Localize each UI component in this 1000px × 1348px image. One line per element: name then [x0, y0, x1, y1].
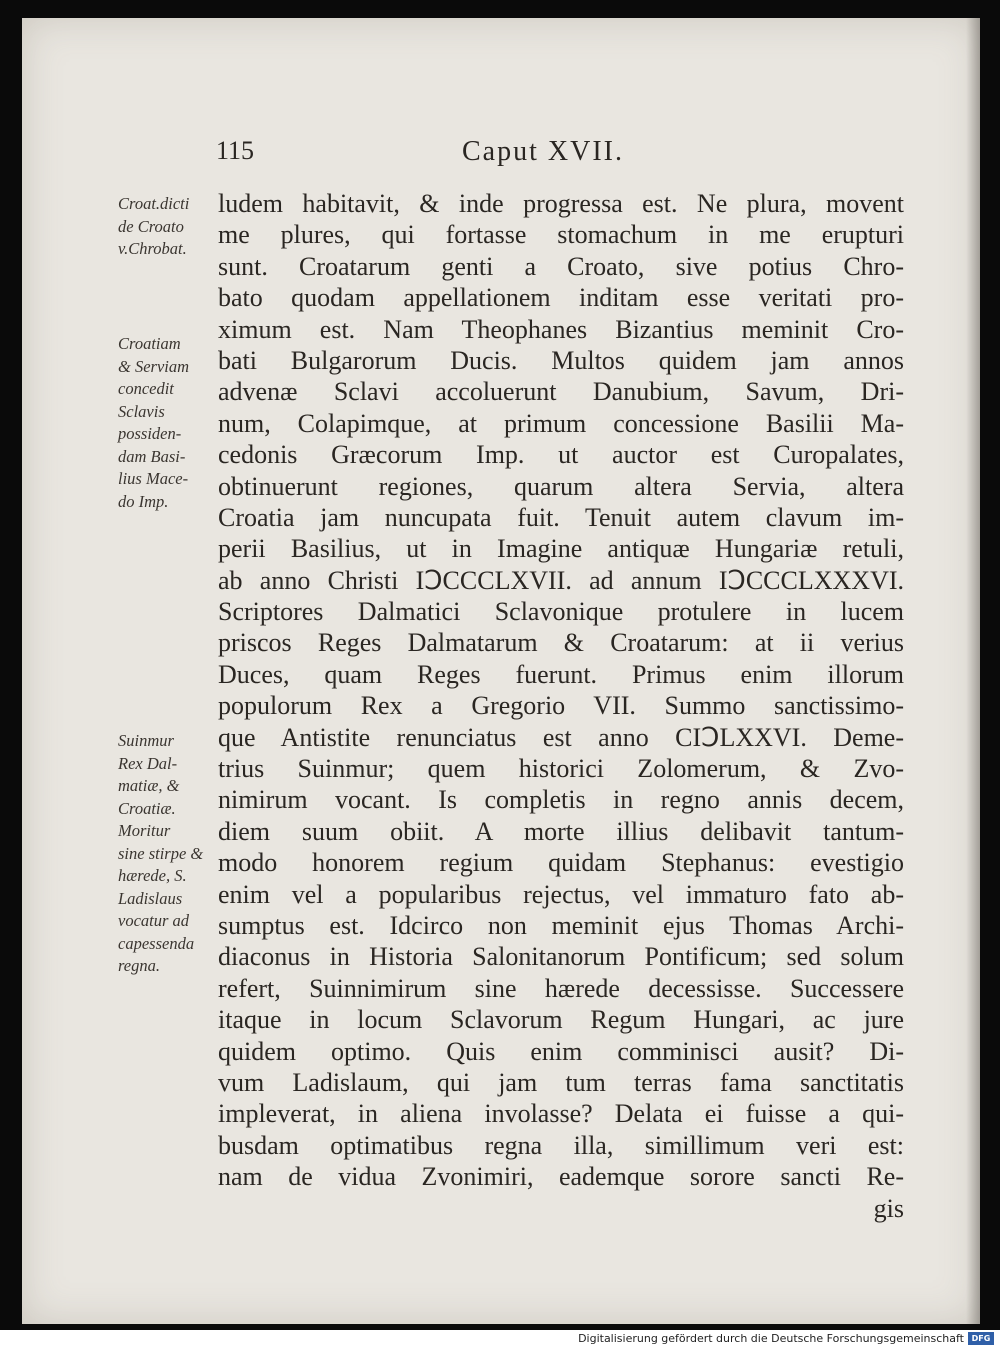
margin-note-line: sine stirpe &	[118, 843, 204, 863]
margin-note-line: & Serviam	[118, 356, 190, 376]
margin-note-line: hærede, S.	[118, 866, 187, 885]
text-line: refert, Suinnimirum sine hærede decessisse. Successere	[218, 973, 904, 1003]
text-line: Croatia jam nuncupata fuit. Tenuit autem clavum im-	[218, 502, 904, 532]
text-line: cedonis Græcorum Imp. ut auctor est Curopalates,	[218, 440, 904, 470]
margin-note-line: de Croato	[118, 216, 184, 236]
text-line: impleverat, in aliena involasse? Delata ei fuisse a qui-	[218, 1099, 904, 1129]
text-line: nam de vidua Zvonimiri, eademque sorore sancti Re-	[218, 1162, 904, 1192]
text-line: advenæ Sclavi accoluerunt Danubium, Savum, Dri-	[218, 377, 904, 407]
margin-note-line: regna.	[118, 956, 161, 975]
text-line: nimirum vocant. Is completis in regno annis decem,	[218, 785, 904, 815]
footer-bar	[0, 1330, 1000, 1348]
text-line: vum Ladislaum, qui jam tum terras fama sanctitatis	[218, 1067, 904, 1097]
margin-note-line: vocatur ad	[118, 911, 190, 930]
margin-note-line: concedit	[118, 379, 174, 398]
text-line: populorum Rex a Gregorio VII. Summo sanctissimo-	[218, 691, 904, 721]
text-line: itaque in locum Sclavorum Regum Hungari, ac jure	[218, 1005, 904, 1035]
page-edge-shadow	[966, 18, 980, 1324]
text-line: bato quodam appellationem inditam esse veritati pro-	[218, 283, 904, 313]
text-line: modo honorem regium quidam Stephanus: evestigio	[218, 848, 904, 878]
text-line: enim vel a popularibus rejectus, vel immaturo fato ab-	[218, 879, 904, 909]
margin-note-line: v.Chrobat.	[118, 239, 187, 258]
running-title: Caput XVII.	[462, 136, 624, 167]
dfg-logo-icon: DFG	[968, 1332, 994, 1345]
text-line: num, Colapimque, at primum concessione Basilii Ma-	[218, 408, 904, 438]
page-number: 115	[216, 136, 255, 165]
margin-note-line: Moritur	[118, 821, 171, 840]
text-line: quidem optimo. Quis enim comminisci ausit? Di-	[218, 1036, 904, 1066]
margin-note-line: Croatiam	[118, 334, 181, 353]
text-line: priscos Reges Dalmatarum & Croatarum: at ii verius	[218, 628, 904, 658]
text-line: diem suum obiit. A morte illius delibavit tantum-	[218, 816, 904, 846]
margin-note-line: Rex Dal-	[118, 753, 178, 773]
book-page	[22, 18, 980, 1324]
text-line: ximum est. Nam Theophanes Bizantius meminit Cro-	[218, 314, 904, 344]
text-line: gis	[873, 1193, 904, 1223]
text-line: que Antistite renunciatus est anno CIↃLXXVI. Deme-	[218, 722, 904, 752]
text-line: bati Bulgarorum Ducis. Multos quidem jam annos	[218, 345, 904, 375]
text-line: busdam optimatibus regna illa, simillimum veri est:	[218, 1130, 904, 1160]
margin-note-line: lius Mace-	[118, 469, 189, 488]
page-header	[22, 136, 980, 176]
margin-note-line: capessenda	[118, 933, 195, 953]
margin-note-line: Ladislaus	[118, 888, 183, 908]
margin-note-line: possiden-	[118, 424, 182, 443]
text-line: obtinuerunt regiones, quarum altera Servia, altera	[218, 471, 904, 501]
text-line: sumptus est. Idcirco non meminit ejus Thomas Archi-	[218, 910, 904, 940]
text-line: perii Basilius, ut in Imagine antiquæ Hungariæ retuli,	[218, 534, 904, 564]
text-line: ab anno Christi IↃCCCLXVII. ad annum IↃCCCLXXXVI.	[218, 565, 904, 595]
text-line: Duces, quam Reges fuerunt. Primus enim illorum	[218, 659, 904, 689]
margin-note-line: matiæ, &	[118, 776, 180, 795]
margin-note-line: Croat.dicti	[118, 194, 190, 213]
funding-notice: Digitalisierung gefördert durch die Deutsche Forschungsgemeinschaft	[578, 1332, 964, 1345]
margin-note-line: Sclavis	[118, 401, 165, 421]
margin-note-line: Suinmur	[118, 731, 174, 750]
margin-note-line: dam Basi-	[118, 446, 186, 466]
text-line: ludem habitavit, & inde progressa est. Ne plura, movent	[218, 189, 904, 218]
margin-note-line: do Imp.	[118, 491, 169, 511]
margin-note-line: Croatiæ.	[118, 798, 176, 818]
text-line: Scriptores Dalmatici Sclavonique protulere in lucem	[218, 597, 904, 627]
text-line: me plures, qui fortasse stomachum in me erupturi	[218, 220, 904, 250]
text-line: diaconus in Historia Salonitanorum Pontificum; sed solum	[218, 942, 904, 972]
text-line: sunt. Croatarum genti a Croato, sive potius Chro-	[218, 251, 904, 281]
text-line: trius Suinmur; quem historici Zolomerum, & Zvo-	[218, 754, 904, 784]
body-text	[218, 188, 904, 1224]
